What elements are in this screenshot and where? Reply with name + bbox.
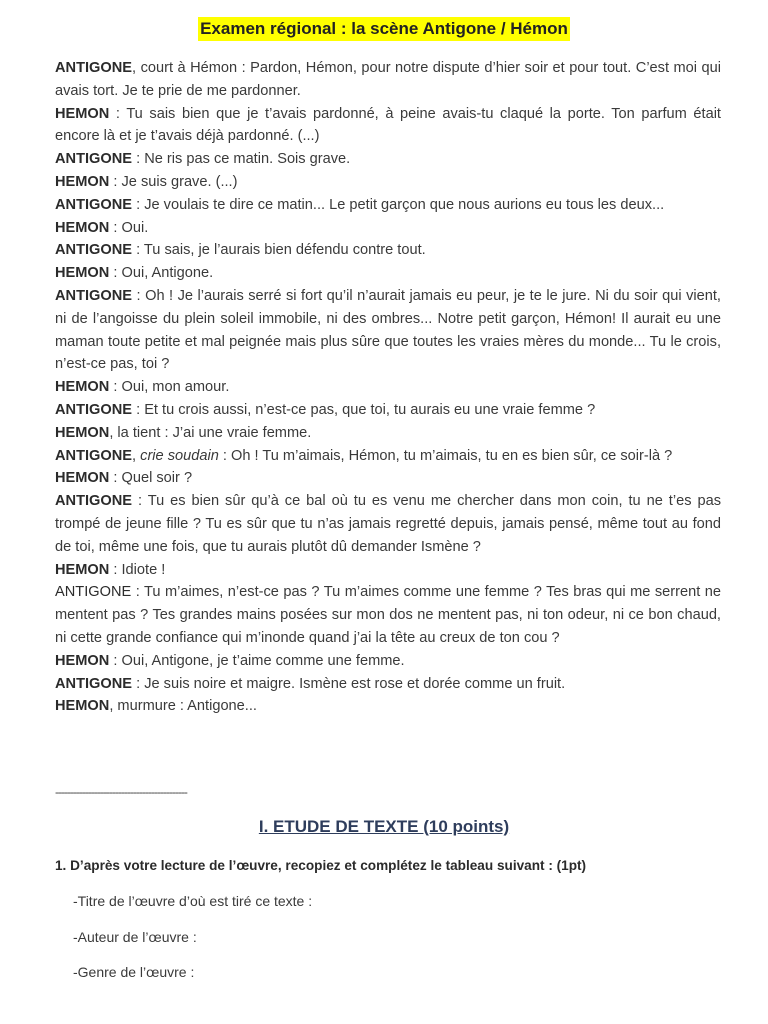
line-text: : Tu sais bien que je t’avais pardonné, à peine avais-tu claqué la porte. Ton parfum était encore là et je t’avais déjà pardonné. (...) (55, 105, 721, 145)
dialogue-line (55, 695, 721, 718)
item-title: -Titre de l’œuvre d’où est tiré ce texte : (73, 893, 313, 909)
speaker-name: ANTIGONE (55, 60, 133, 76)
title-container (0, 17, 768, 41)
speaker-name: ANTIGONE (55, 447, 133, 464)
dialogue-line (55, 239, 721, 262)
speaker-name: HEMON (55, 219, 110, 236)
speaker-name: ANTIGONE (55, 242, 133, 259)
line-text: : Je suis noire et maigre. Ismène est rose et dorée comme un fruit. (132, 675, 566, 692)
line-text: : Oui, Antigone, je t’aime comme une femme. (109, 652, 405, 669)
question-1: 1. D’après votre lecture de l’œuvre, recopiez et complétez le tableau suivant : (1pt) (55, 858, 587, 873)
dialogue-line (55, 171, 721, 194)
dialogue-line (55, 581, 721, 649)
stage-direction: crie soudain (140, 447, 219, 464)
dialogue-text (55, 57, 721, 718)
dialogue-line (55, 194, 721, 217)
line-text: : Je voulais te dire ce matin... Le petit garçon que nous aurions eu tous les deux... (132, 196, 665, 213)
line-text: : Oh ! Tu m’aimais, Hémon, tu m’aimais, tu en es bien sûr, ce soir-là ? (218, 447, 673, 464)
speaker-name: ANTIGONE (55, 584, 132, 601)
line-text: : Tu m’aimes, n’est-ce pas ? Tu m’aimes comme une femme ? Tes bras qui me serrent ne mentent pas ? Tes grandes mains posées sur mon dos ne mentent pas, ni ton odeur, ni ce bon chaud, ni cette grande confiance qui m’inonde quand j’ai la tête au creux de ton cou ? (55, 584, 721, 646)
line-text: : Tu es bien sûr qu’à ce bal où tu es venu me chercher dans mon coin, tu ne t’es pas trompé de jeune fille ? Tu es sûr que tu n’as jamais regretté depuis, jamais pensé, même tout au fond de toi, même une fois, que tu aurais plutôt dû demander Ismène ? (55, 493, 721, 555)
line-text: : Idiote ! (109, 561, 166, 578)
line-text: : Tu sais, je l’aurais bien défendu contre tout. (132, 242, 426, 259)
section-title: I. ETUDE DE TEXTE (10 points) (258, 817, 510, 836)
speaker-name: ANTIGONE (55, 401, 133, 418)
dialogue-line (55, 376, 721, 399)
line-text: : Oui, Antigone. (109, 265, 214, 282)
speaker-name: ANTIGONE (55, 675, 133, 692)
speaker-name: HEMON (55, 424, 110, 441)
line-text: , la tient : J’ai une vraie femme. (109, 424, 312, 441)
speaker-name: HEMON (55, 698, 110, 715)
speaker-name: ANTIGONE (55, 493, 133, 510)
line-text: : Oui. (109, 219, 149, 236)
dialogue-line (55, 467, 721, 490)
line-text: , court à Hémon : Pardon, Hémon, pour notre dispute d’hier soir et pour tout. C’est moi qui avais tort. Je te prie de me pardonner. (55, 60, 721, 99)
dialogue-line (55, 148, 721, 171)
dialogue-line (55, 673, 721, 696)
dialogue-line (55, 57, 721, 103)
line-text: , murmure : Antigone... (109, 698, 257, 715)
dialogue-line (55, 650, 721, 673)
speaker-name: ANTIGONE (55, 287, 133, 304)
speaker-name: HEMON (55, 173, 110, 190)
line-text: : Oui, mon amour. (109, 379, 230, 396)
line-text: : Ne ris pas ce matin. Sois grave. (132, 151, 351, 168)
speaker-name: HEMON (55, 470, 110, 487)
line-text: , (132, 447, 141, 464)
item-genre: -Genre de l’œuvre : (73, 964, 195, 980)
speaker-name: HEMON (55, 265, 110, 282)
speaker-name: HEMON (55, 379, 110, 396)
speaker-name: ANTIGONE (55, 196, 133, 213)
speaker-name: HEMON (55, 561, 110, 578)
dialogue-line (55, 285, 721, 376)
exam-title: Examen régional : la scène Antigone / Hémon (198, 17, 570, 41)
line-text: : Oh ! Je l’aurais serré si fort qu’il n’aurait jamais eu peur, je te le jure. Ni du soir qui vient, ni de l’angoisse du plein soleil immobile, ni des ombres... Notre petit garçon, Hémon! Il aurait eu une maman toute petite et mal peignée mais plus sûre que toutes les vraies mères du monde... Tu le crois, n’est-ce pas, toi ? (55, 287, 721, 373)
dialogue-line (55, 422, 721, 445)
dialogue-line (55, 490, 721, 558)
dialogue-line (55, 217, 721, 240)
line-text: : Je suis grave. (...) (109, 173, 238, 190)
speaker-name: ANTIGONE (55, 151, 133, 168)
line-text: : Quel soir ? (109, 470, 193, 487)
dialogue-line (55, 559, 721, 582)
dialogue-line (55, 103, 721, 149)
separator-line: -------------------------------------------- (55, 785, 187, 799)
speaker-name: HEMON (55, 652, 110, 669)
dialogue-line (55, 399, 721, 422)
dialogue-line (55, 445, 721, 468)
dialogue-line (55, 262, 721, 285)
item-author: -Auteur de l’œuvre : (73, 929, 197, 945)
speaker-name: HEMON (55, 105, 110, 122)
line-text: : Et tu crois aussi, n’est-ce pas, que toi, tu aurais eu une vraie femme ? (132, 401, 596, 418)
